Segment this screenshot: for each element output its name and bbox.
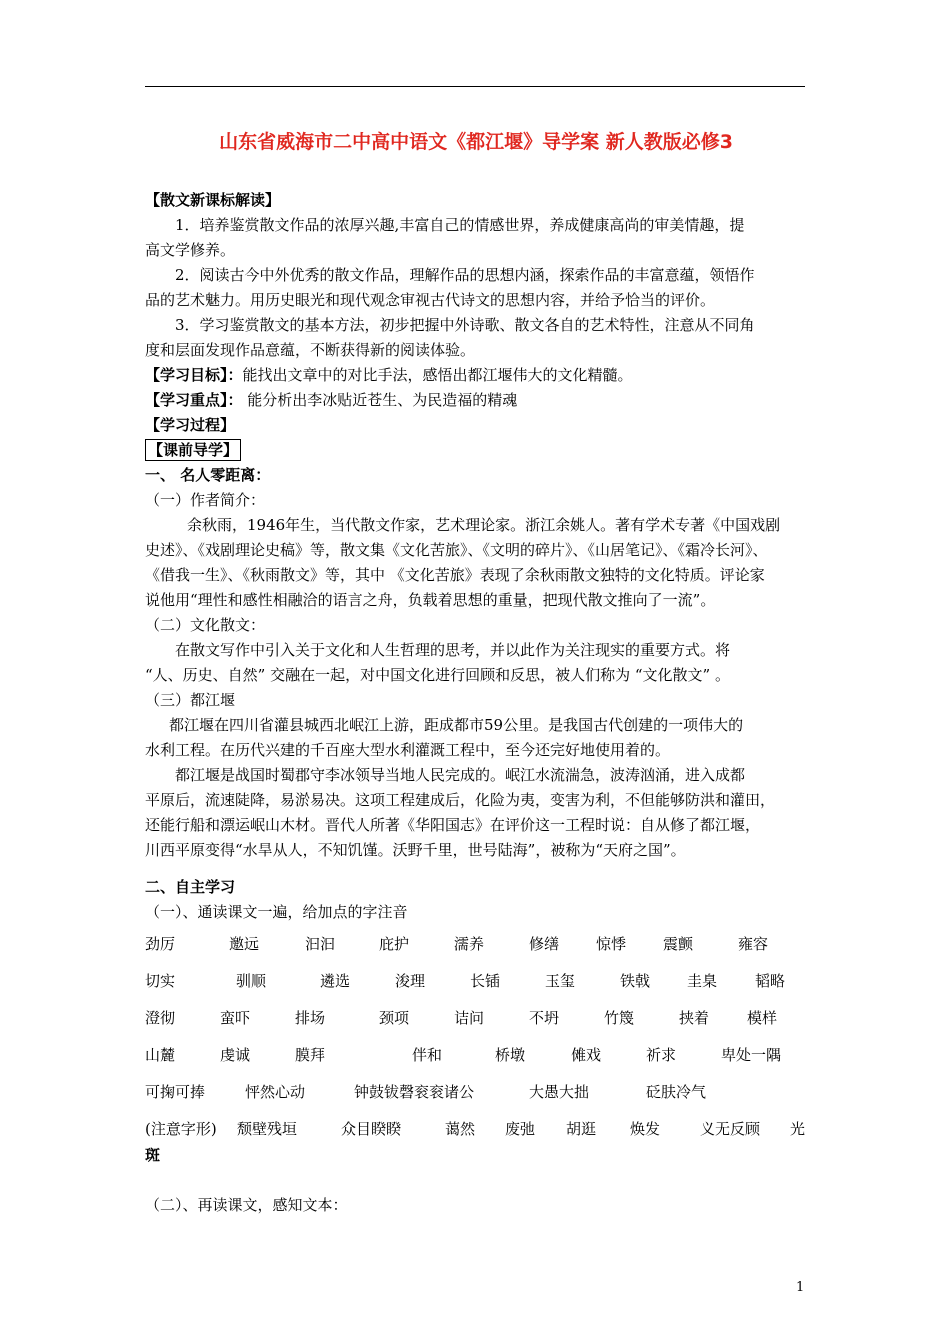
glyph-word: 废弛 bbox=[505, 1120, 536, 1138]
vocab-word: 庇护 bbox=[379, 935, 410, 953]
vocab-word: 不坍 bbox=[529, 1009, 560, 1027]
glyph-note-row bbox=[145, 1118, 807, 1143]
learning-goal-label: 【学习目标】： bbox=[145, 366, 243, 384]
learning-focus-label: 【学习重点】： bbox=[145, 391, 243, 409]
vocab-word: 修缮 bbox=[529, 935, 560, 953]
vocab-word: 伴和 bbox=[412, 1046, 443, 1064]
vocab-word: 濡养 bbox=[454, 935, 485, 953]
vocab-word: 大愚大拙 bbox=[529, 1083, 590, 1101]
reread-instruction: （二）、再读课文，感知文本： bbox=[145, 1196, 348, 1214]
vocab-word: 汩汩 bbox=[305, 935, 336, 953]
learning-focus bbox=[145, 388, 807, 413]
reading-heading: 【散文新课标解读】 bbox=[145, 191, 281, 209]
vocab-row-2 bbox=[145, 962, 807, 999]
author-paragraph-line-2: 史述》、《戏剧理论史稿》等，散文集《文化苦旅》、《文明的碎片》、《山居笔记》、《霜冷长河》、 bbox=[145, 541, 768, 559]
culture-prose-line-1: 在散文写作中引入关于文化和人生哲理的思考，并以此作为关注现实的重要方式。将 bbox=[175, 641, 731, 659]
reading-item-3: 3．学习鉴赏散文的基本方法，初步把握中外诗歌、散文各自的艺术特性，注意从不同角 bbox=[175, 316, 755, 334]
learning-goal-text: 能找出文章中的对比手法，感悟出都江堰伟大的文化精髓。 bbox=[242, 366, 633, 384]
author-paragraph-line-3: 《借我一生》、《秋雨散文》等，其中 《文化苦旅》表现了余秋雨散文独特的文化特质。评论家 bbox=[145, 566, 765, 584]
glyph-word: 众目睽睽 bbox=[341, 1120, 402, 1138]
glyph-word: 蔼然 bbox=[445, 1120, 476, 1138]
vocab-word: 遴选 bbox=[320, 972, 351, 990]
vocab-word: 虔诚 bbox=[220, 1046, 251, 1064]
vocab-word: 浚理 bbox=[395, 972, 426, 990]
dujiangyan-heading: （三）都江堰 bbox=[145, 691, 236, 709]
vocab-word: 颈项 bbox=[379, 1009, 410, 1027]
vocab-word: 竹篾 bbox=[604, 1009, 635, 1027]
vocab-word: 傩戏 bbox=[571, 1046, 602, 1064]
part1-heading: 一、 名人零距离： bbox=[145, 466, 271, 484]
vocab-word: 韬略 bbox=[755, 972, 786, 990]
vocab-word: 山麓 bbox=[145, 1046, 176, 1064]
dujiangyan-line-4: 平原后，流速陡降，易淤易决。这项工程建成后，化险为夷，变害为利，不但能够防洪和灌田， bbox=[145, 791, 776, 809]
vocab-word: 可掬可捧 bbox=[145, 1083, 206, 1101]
vocab-row-4 bbox=[145, 1036, 807, 1073]
reading-item-1-cont: 高文学修养。 bbox=[145, 241, 236, 259]
dujiangyan-line-6: 川西平原变得“水旱从人，不知饥馑。沃野千里，世号陆海”，被称为“天府之国”。 bbox=[145, 841, 686, 859]
vocab-row-5 bbox=[145, 1073, 807, 1110]
vocab-word: 蛮吓 bbox=[220, 1009, 251, 1027]
author-heading: （一）作者简介： bbox=[145, 491, 266, 509]
vocab-word: 怦然心动 bbox=[245, 1083, 306, 1101]
glyph-note-label: (注意字形) bbox=[145, 1120, 217, 1138]
glyph-word: 光 bbox=[790, 1120, 806, 1138]
vocab-row-3 bbox=[145, 999, 807, 1036]
vocab-word: 砭肤冷气 bbox=[646, 1083, 707, 1101]
glyph-word: 颓壁残垣 bbox=[237, 1120, 298, 1138]
glyph-note-wrap: 斑 bbox=[145, 1146, 161, 1164]
vocab-word: 惊悸 bbox=[596, 935, 627, 953]
preview-heading-row bbox=[145, 438, 807, 463]
vocab-word: 桥墩 bbox=[495, 1046, 526, 1064]
vocab-word: 劲厉 bbox=[145, 935, 176, 953]
vocab-word: 钟鼓钹磬衮衮诸公 bbox=[354, 1083, 475, 1101]
vocab-word: 澄彻 bbox=[145, 1009, 176, 1027]
learning-goal bbox=[145, 363, 807, 388]
vocab-word: 驯顺 bbox=[236, 972, 267, 990]
preview-heading: 【课前导学】 bbox=[145, 439, 241, 461]
document-page bbox=[145, 120, 807, 1218]
culture-prose-heading: （二）文化散文： bbox=[145, 616, 266, 634]
vocab-word: 挟着 bbox=[679, 1009, 710, 1027]
dujiangyan-line-1: 都江堰在四川省灌县城西北岷江上游，距成都市59公里。是我国古代创建的一项伟大的 bbox=[169, 716, 744, 734]
vocab-word: 雍容 bbox=[738, 935, 769, 953]
learning-process-heading: 【学习过程】 bbox=[145, 416, 236, 434]
reading-item-2: 2．阅读古今中外优秀的散文作品，理解作品的思想内涵，探索作品的丰富意蕴，领悟作 bbox=[175, 266, 755, 284]
reading-item-3-cont: 度和层面发现作品意蕴，不断获得新的阅读体验。 bbox=[145, 341, 476, 359]
vocab-word: 诘问 bbox=[454, 1009, 485, 1027]
vocab-word: 模样 bbox=[747, 1009, 778, 1027]
vocab-word: 卑处一隅 bbox=[721, 1046, 782, 1064]
reading-item-1: 1．培养鉴赏散文作品的浓厚兴趣,丰富自己的情感世界，养成健康高尚的审美情趣，提 bbox=[175, 216, 745, 234]
reading-item-2-cont: 品的艺术魅力。用历史眼光和现代观念审视古代诗文的思想内容，并给予恰当的评价。 bbox=[145, 291, 716, 309]
glyph-word: 义无反顾 bbox=[700, 1120, 761, 1138]
dujiangyan-line-2: 水利工程。在历代兴建的千百座大型水利灌溉工程中，至今还完好地使用着的。 bbox=[145, 741, 671, 759]
vocab-word: 铁戟 bbox=[620, 972, 651, 990]
part2-heading: 二、自主学习 bbox=[145, 878, 236, 896]
glyph-word: 胡逛 bbox=[566, 1120, 597, 1138]
header-rule bbox=[145, 86, 805, 87]
learning-focus-text: 能分析出李冰贴近苍生、为民造福的精魂 bbox=[242, 391, 518, 409]
vocab-word: 玉玺 bbox=[545, 972, 576, 990]
document-title: 山东省威海市二中高中语文《都江堰》导学案 新人教版必修3 bbox=[219, 131, 733, 153]
vocab-word: 震颤 bbox=[663, 935, 694, 953]
vocab-word: 祈求 bbox=[646, 1046, 677, 1064]
author-paragraph-line-4: 说他用“理性和感性相融洽的语言之舟，负载着思想的重量，把现代散文推向了一流”。 bbox=[145, 591, 716, 609]
vocab-word: 长锸 bbox=[470, 972, 501, 990]
page-number: 1 bbox=[796, 1280, 805, 1295]
pronunciation-instruction: （一）、通读课文一遍，给加点的字注音 bbox=[145, 903, 408, 921]
dujiangyan-line-5: 还能行船和漂运岷山木材。晋代人所著《华阳国志》在评价这一工程时说：自从修了都江堰， bbox=[145, 816, 761, 834]
vocab-word: 圭臬 bbox=[687, 972, 718, 990]
culture-prose-line-2: “人、历史、自然” 交融在一起，对中国文化进行回顾和反思，被人们称为 “文化散文” 。 bbox=[145, 666, 730, 684]
glyph-word: 焕发 bbox=[630, 1120, 661, 1138]
vocab-word: 膜拜 bbox=[295, 1046, 326, 1064]
dujiangyan-line-3: 都江堰是战国时蜀郡守李冰领导当地人民完成的。岷江水流湍急，波涛汹涌，进入成都 bbox=[175, 766, 746, 784]
vocab-word: 排场 bbox=[295, 1009, 326, 1027]
author-paragraph-line-1: 余秋雨，1946年生，当代散文作家，艺术理论家。浙江余姚人。著有学术专著《中国戏剧 bbox=[187, 516, 781, 534]
vocab-word: 邀远 bbox=[229, 935, 260, 953]
vocab-row-1 bbox=[145, 925, 807, 962]
vocab-word: 切实 bbox=[145, 972, 176, 990]
